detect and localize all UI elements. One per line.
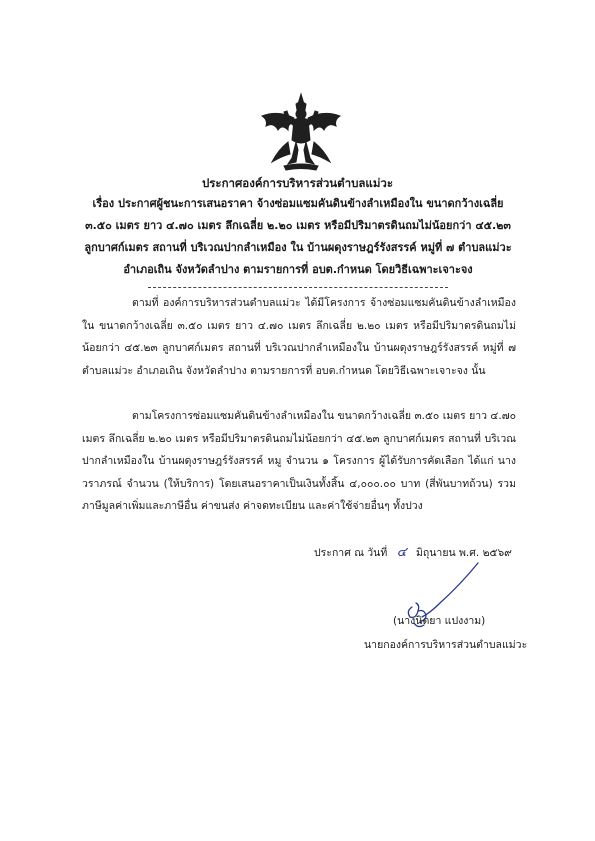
signer-position: นายกองค์การบริหารส่วนตำบลแม่วะ: [364, 639, 528, 651]
signer-name: (นางนิตยา แปงงาม): [393, 615, 486, 627]
body-paragraph-2: [82, 405, 516, 518]
handwritten-signature: [360, 555, 490, 645]
body-paragraph-2-text: ตามโครงการซ่อมแซมคันดินข้างลำเหมืองใน ขนาดกว้างเฉลี่ย ๓.๕๐ เมตร ยาว ๔.๗๐ เมตร ลึกเฉลี่ย ๒.๒๐ เมตร หรือมีปริมาตรดินถมไม่น้อยกว่า ๔๕.๒๓ ลูกบาศก์เมตร สถานที่ บริเวณปากลำเหมืองใน บ้านผดุงราษฎร์รังสรรค์ หมู จำนวน ๑ โครงการ ผู้ได้รับการคัดเลือก ได้แก่ นาง วราภรณ์ จำนวน (ให้บริการ) โดยเสนอราคาเป็นเงินทั้งสิ้น ๔,๐๐๐.๐๐ บาท (สี่พันบาทถ้วน) รวมภาษีมูลค่าเพิ่มและภาษีอื่น ค่าขนส่ง ค่าจดทะเบียน และค่าใช้จ่ายอื่นๆ ทั้งปวง: [82, 410, 516, 512]
date-suffix: มิถุนายน พ.ศ. ๒๕๖๙: [415, 547, 512, 559]
body-paragraph-1: [82, 292, 516, 382]
body-paragraph-1-text: ตามที่ องค์การบริหารส่วนตำบลแม่วะ ได้มีโครงการ จ้างซ่อมแซมคันดินข้างลำเหมืองใน ขนาดกว้างเฉลี่ย ๓.๕๐ เมตร ยาว ๔.๗๐ เมตร ลึกเฉลี่ย ๒.๒๐ เมตร หรือมีปริมาตรดินถมไม่น้อยกว่า ๔๕.๒๓ ลูกบาศก์เมตร สถานที่ บริเวณปากลำเหมืองใน บ้านผดุงราษฎร์รังสรรค์ หมู่ที่ ๗ ตำบลแม่วะ อำเภอเถิน จังหวัดลำปาง ตามรายการที่ อบต.ก๋าหนด โดยวิธีเฉพาะเจาะจง นั้น: [82, 297, 516, 377]
announcement-subject: เรื่อง ประกาศผู้ชนะการเสนอราคา จ้างซ่อมแซมคันดินข้างลำเหมืองใน ขนาดกว้างเฉลี่ย ๓.๕๐ เมตร ยาว ๔.๗๐ เมตร ลึกเฉลี่ย ๒.๒๐ เมตร หรือมีปริมาตรดินถมไม่น้อยกว่า ๔๕.๒๓ ลูกบาศก์เมตร สถานที่ บริเวณปากลำเหมือง ใน บ้านผดุงราษฎร์รังสรรค์ หมู่ที่ ๗ ตำบลแม่วะ อำเภอเถิน จังหวัดลำปาง ตามรายการที่ อบต.ก๋าหนด โดยวิธีเฉพาะเจาะจง: [84, 197, 512, 276]
date-prefix: ประกาศ ณ วันที่: [314, 547, 388, 559]
date-day: ๔: [396, 545, 407, 560]
org-announcement-title: ประกาศองค์การบริหารส่วนตำบลแม่วะ: [201, 176, 394, 190]
garuda-emblem-icon: [258, 92, 344, 172]
section-divider: [148, 287, 448, 288]
